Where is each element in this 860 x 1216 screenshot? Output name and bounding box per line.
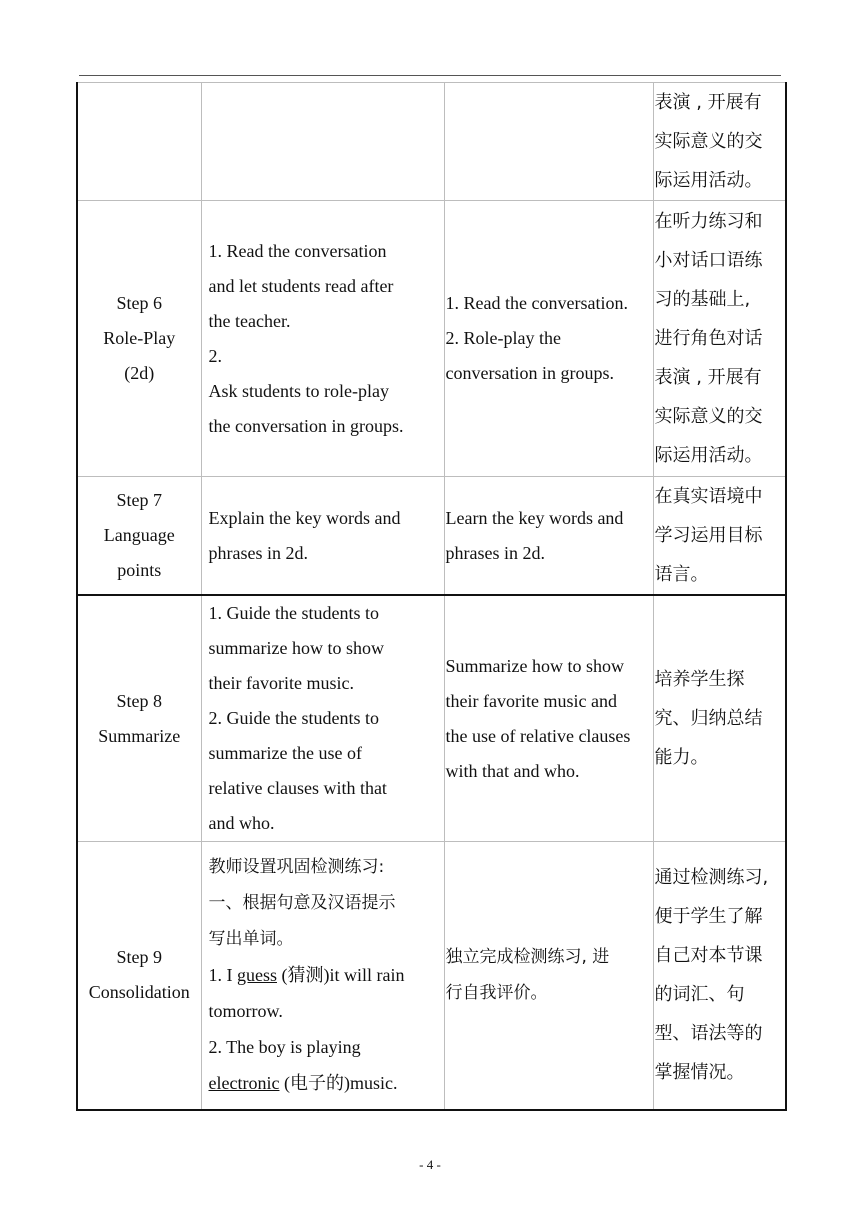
teacher-line: phrases in 2d. — [208, 542, 308, 563]
teacher-activity-cell — [201, 201, 444, 477]
teacher-line: 2. — [208, 345, 222, 366]
teacher-line: 1. Guide the students to — [208, 603, 379, 623]
exercise-question-2-cont — [209, 1065, 438, 1101]
student-line: Learn the key words and — [445, 507, 624, 528]
teacher-line: 教师设置巩固检测练习: — [208, 857, 385, 878]
teacher-line: the conversation in groups. — [208, 415, 404, 436]
table-row — [77, 83, 786, 201]
purpose-line: 小对话口语练 — [654, 250, 763, 271]
teacher-line: the teacher. — [208, 310, 291, 331]
page-number: - 4 - — [419, 1157, 441, 1172]
student-activity-cell — [444, 83, 653, 201]
purpose-line: 的词汇、句 — [654, 984, 745, 1006]
answer-word: guess — [237, 965, 277, 986]
step-label: Summarize — [98, 725, 181, 746]
student-activity-cell — [444, 595, 653, 842]
table-row — [77, 201, 786, 477]
teacher-line: and let students read after — [208, 275, 394, 296]
lesson-plan-table — [76, 82, 787, 1111]
exercise-question-1 — [209, 957, 438, 993]
purpose-line: 通过检测练习, — [654, 867, 769, 889]
table-row — [77, 842, 786, 1110]
step-label: Role-Play — [103, 328, 176, 348]
student-line: 2. Role-play the — [445, 328, 561, 348]
teacher-line: 写出单词。 — [208, 929, 294, 950]
purpose-line: 实际意义的交 — [654, 131, 763, 152]
purpose-line: 在听力练习和 — [654, 211, 763, 232]
purpose-line: 习的基础上, — [654, 289, 751, 310]
purpose-line: 表演 , 开展有 — [654, 367, 762, 388]
purpose-cell — [653, 83, 786, 201]
student-activity-cell — [444, 842, 653, 1110]
student-line: conversation in groups. — [445, 363, 614, 383]
student-line: 独立完成检测练习, 进 — [445, 947, 610, 968]
teacher-activity-cell — [201, 83, 444, 201]
purpose-line: 语言。 — [654, 564, 709, 585]
purpose-line: 进行角色对话 — [654, 328, 763, 349]
purpose-line: 掌握情况。 — [654, 1062, 745, 1084]
question-text: (猜测)it will rain — [277, 965, 405, 986]
student-line: their favorite music and — [445, 690, 617, 711]
purpose-line: 实际意义的交 — [654, 406, 763, 427]
purpose-line: 究、归纳总结 — [654, 708, 763, 729]
teacher-line: 1. Read the conversation — [208, 240, 387, 261]
student-activity-cell — [444, 477, 653, 596]
teacher-activity-cell — [201, 477, 444, 596]
step-label: Step 8 — [116, 690, 162, 711]
step-label: Consolidation — [88, 982, 190, 1003]
purpose-cell — [653, 477, 786, 596]
step-label: Step 6 — [116, 293, 162, 313]
step-cell — [77, 842, 201, 1110]
step-cell — [77, 477, 201, 596]
step-label: (2d) — [124, 363, 155, 383]
purpose-line: 表演 , 开展有 — [654, 92, 762, 113]
step-cell — [77, 201, 201, 477]
teacher-line: Explain the key words and — [208, 507, 401, 528]
purpose-line: 便于学生了解 — [654, 906, 763, 928]
step-label: Language — [103, 525, 175, 545]
teacher-line: summarize how to show — [208, 638, 384, 658]
question-text: 1. I — [208, 965, 237, 986]
student-line: 行自我评价。 — [445, 983, 548, 1004]
purpose-line: 能力。 — [654, 747, 709, 768]
teacher-activity-cell — [201, 595, 444, 842]
header-rule — [79, 75, 781, 76]
purpose-cell — [653, 201, 786, 477]
teacher-line: Ask students to role-play — [208, 380, 389, 401]
teacher-line: summarize the use of — [208, 743, 362, 763]
purpose-line: 培养学生探 — [654, 669, 745, 690]
step-label: points — [117, 560, 162, 580]
step-label: Step 7 — [116, 490, 162, 510]
purpose-line: 在真实语境中 — [654, 486, 763, 507]
answer-word: electronic — [208, 1073, 280, 1094]
purpose-line: 型、语法等的 — [654, 1023, 763, 1045]
purpose-line: 际运用活动。 — [654, 170, 763, 191]
purpose-line: 际运用活动。 — [654, 445, 763, 466]
teacher-activity-cell — [201, 842, 444, 1110]
table-row — [77, 477, 786, 596]
purpose-cell — [653, 595, 786, 842]
student-line: with that and who. — [445, 760, 580, 781]
teacher-line: and who. — [208, 813, 275, 833]
teacher-line: relative clauses with that — [208, 778, 387, 798]
question-text: (电子的)music. — [279, 1073, 398, 1094]
step-cell — [77, 83, 201, 201]
step-cell — [77, 595, 201, 842]
purpose-line: 学习运用目标 — [654, 525, 763, 546]
student-activity-cell — [444, 201, 653, 477]
purpose-cell — [653, 842, 786, 1110]
step-label: Step 9 — [116, 947, 162, 968]
purpose-line: 自己对本节课 — [654, 945, 763, 967]
student-line: the use of relative clauses — [445, 725, 631, 746]
exercise-question-2: 2. The boy is playing — [208, 1037, 361, 1058]
student-line: Summarize how to show — [445, 655, 624, 676]
table-row — [77, 595, 786, 842]
teacher-line: 一、根据句意及汉语提示 — [208, 893, 396, 914]
student-line: 1. Read the conversation. — [445, 293, 628, 313]
teacher-line: their favorite music. — [208, 673, 354, 693]
student-line: phrases in 2d. — [445, 542, 545, 563]
teacher-line: tomorrow. — [208, 1001, 283, 1022]
teacher-line: 2. Guide the students to — [208, 708, 379, 728]
